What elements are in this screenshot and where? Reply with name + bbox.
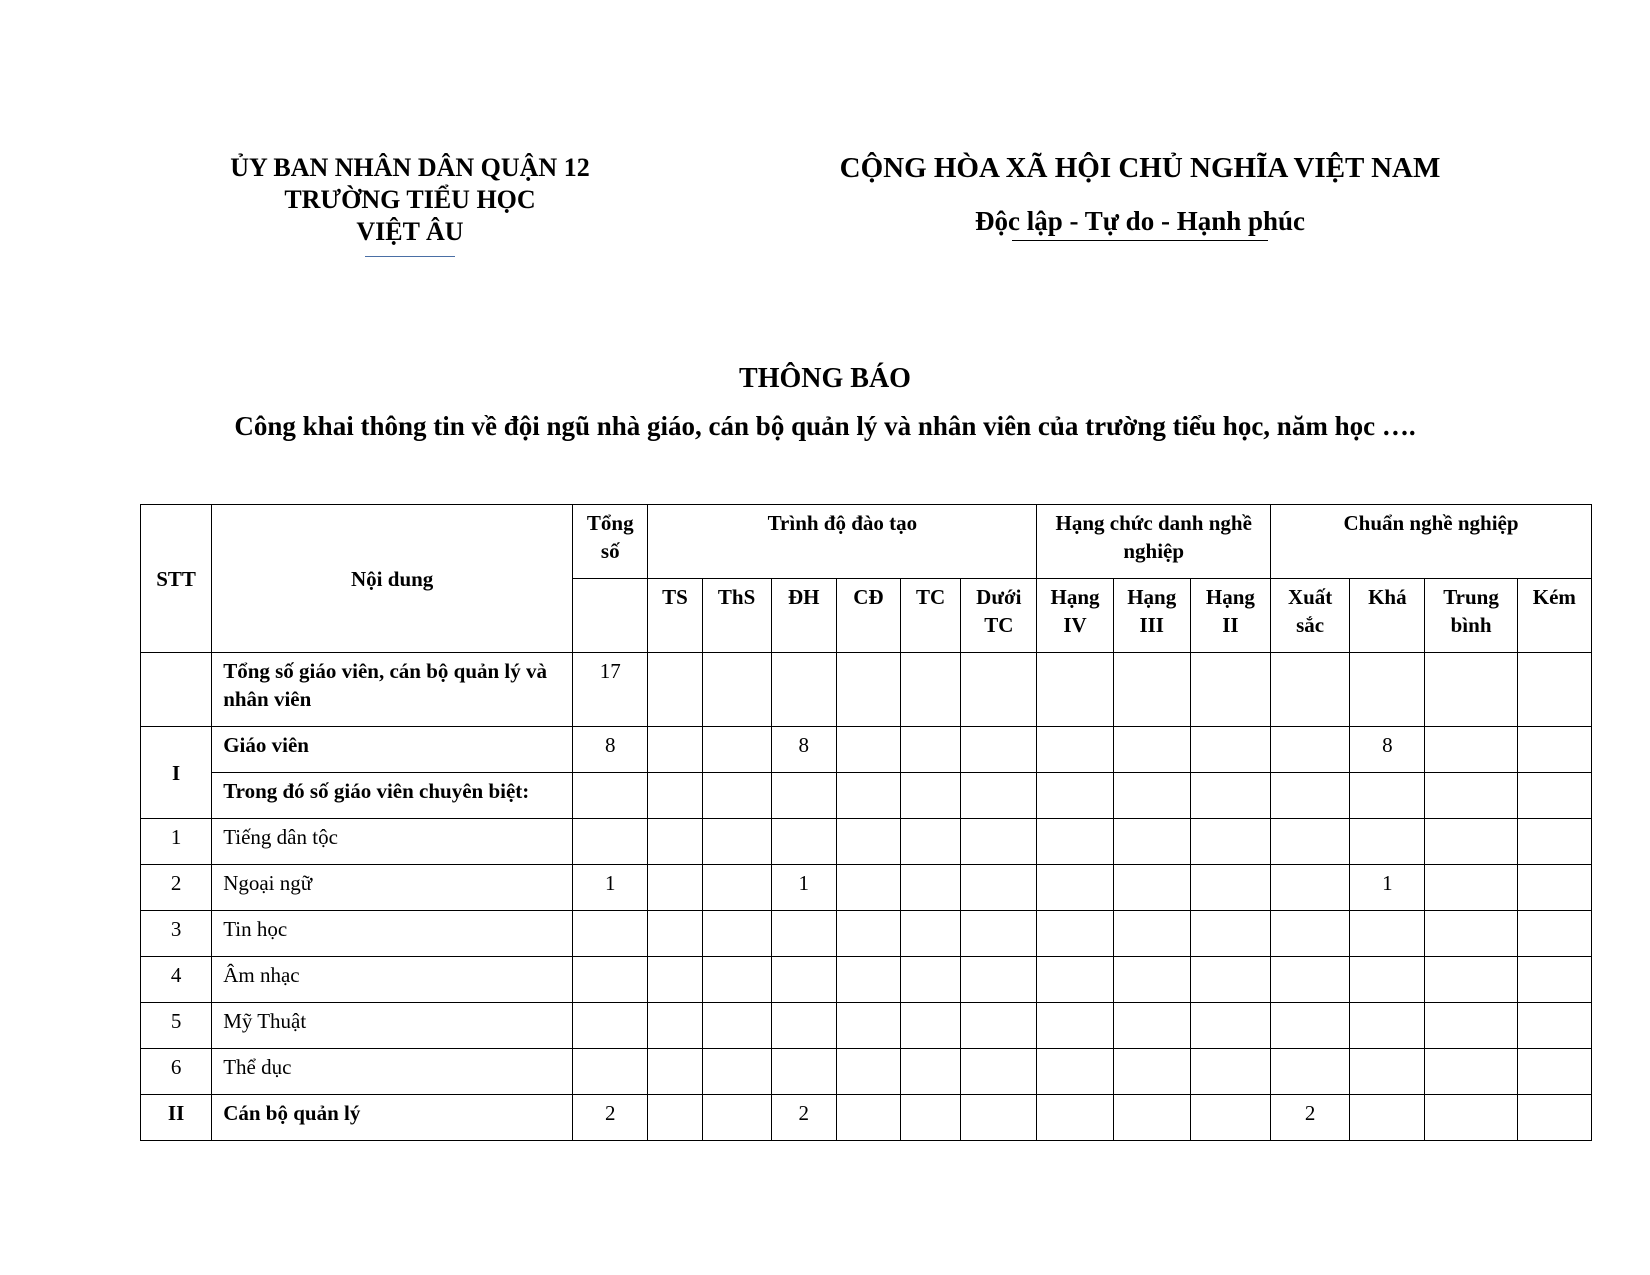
authority-line-2: TRƯỜNG TIỂU HỌC <box>284 185 536 214</box>
data-cell <box>1190 1049 1270 1095</box>
data-cell <box>648 911 702 957</box>
row-stt: 3 <box>141 911 212 957</box>
data-cell <box>702 1003 771 1049</box>
data-cell <box>1271 957 1350 1003</box>
subheader-cell: Xuất sắc <box>1271 579 1350 653</box>
row-content: Giáo viên <box>212 727 573 773</box>
header-stt: STT <box>141 505 212 653</box>
subheader-cell: CĐ <box>836 579 900 653</box>
data-cell <box>702 865 771 911</box>
table-row <box>141 1095 1592 1141</box>
header-hang-chuc-danh: Hạng chức danh nghề nghiệp <box>1037 505 1271 579</box>
table-row <box>141 773 1592 819</box>
data-cell <box>1190 911 1270 957</box>
data-cell <box>1425 957 1517 1003</box>
subheader-cell: ThS <box>702 579 771 653</box>
data-cell <box>771 957 836 1003</box>
data-cell <box>1350 653 1425 727</box>
data-cell <box>901 653 961 727</box>
data-cell <box>648 1003 702 1049</box>
data-cell <box>961 1095 1037 1141</box>
data-cell <box>1113 727 1190 773</box>
data-cell <box>901 911 961 957</box>
data-cell <box>1190 1095 1270 1141</box>
data-cell <box>648 1095 702 1141</box>
data-cell <box>1350 1049 1425 1095</box>
data-cell <box>1037 727 1113 773</box>
data-cell <box>702 957 771 1003</box>
data-cell <box>702 773 771 819</box>
table-row <box>141 819 1592 865</box>
header-trinh-do: Trình độ đào tạo <box>648 505 1037 579</box>
row-content: Ngoại ngữ <box>212 865 573 911</box>
data-cell <box>1517 1003 1591 1049</box>
data-cell <box>1113 1049 1190 1095</box>
data-cell <box>1190 865 1270 911</box>
row-stt: 6 <box>141 1049 212 1095</box>
row-content: Thể dục <box>212 1049 573 1095</box>
data-cell <box>1517 865 1591 911</box>
row-content: Tổng số giáo viên, cán bộ quản lý và nhân viên <box>212 653 573 727</box>
document-title: THÔNG BÁO <box>739 363 911 394</box>
data-cell <box>1037 819 1113 865</box>
data-cell <box>1425 1095 1517 1141</box>
row-content: Trong đó số giáo viên chuyên biệt: <box>212 773 573 819</box>
data-cell <box>702 653 771 727</box>
data-cell <box>901 727 961 773</box>
header-chuan-nghe-nghiep: Chuẩn nghề nghiệp <box>1271 505 1592 579</box>
data-cell <box>1271 653 1350 727</box>
data-cell <box>702 1049 771 1095</box>
data-cell <box>771 773 836 819</box>
data-cell <box>648 727 702 773</box>
row-stt: 5 <box>141 1003 212 1049</box>
table-row <box>141 727 1592 773</box>
data-cell <box>961 911 1037 957</box>
data-cell <box>1113 865 1190 911</box>
issuing-authority-header <box>205 152 615 257</box>
data-cell <box>1113 773 1190 819</box>
data-cell <box>1350 957 1425 1003</box>
data-cell: 8 <box>1350 727 1425 773</box>
motto: Độc lập - Tự do - Hạnh phúc <box>974 206 1306 236</box>
data-cell <box>901 819 961 865</box>
data-cell <box>1271 911 1350 957</box>
data-cell <box>1425 1003 1517 1049</box>
data-cell <box>1190 957 1270 1003</box>
data-cell <box>901 1003 961 1049</box>
subheader-cell: Trung bình <box>1425 579 1517 653</box>
data-cell <box>1190 653 1270 727</box>
row-stt: 1 <box>141 819 212 865</box>
data-cell <box>1190 819 1270 865</box>
data-cell <box>1271 773 1350 819</box>
data-cell <box>1271 865 1350 911</box>
data-cell <box>771 1049 836 1095</box>
data-cell <box>1425 1049 1517 1095</box>
data-cell <box>1037 911 1113 957</box>
data-cell <box>1271 1049 1350 1095</box>
data-cell <box>573 1049 648 1095</box>
subheader-cell: Dưới TC <box>961 579 1037 653</box>
row-stt: 4 <box>141 957 212 1003</box>
data-cell <box>648 653 702 727</box>
data-cell <box>573 911 648 957</box>
subheader-cell: Kém <box>1517 579 1591 653</box>
data-cell <box>1425 819 1517 865</box>
table-header-row-1 <box>141 505 1592 579</box>
row-stt <box>141 653 212 727</box>
table-row <box>141 865 1592 911</box>
subheader-cell: TC <box>901 579 961 653</box>
data-cell <box>961 1003 1037 1049</box>
data-cell <box>901 773 961 819</box>
data-cell: 8 <box>771 727 836 773</box>
data-cell <box>1350 911 1425 957</box>
data-cell <box>961 957 1037 1003</box>
data-cell <box>1517 957 1591 1003</box>
data-cell <box>1113 957 1190 1003</box>
table-row <box>141 1049 1592 1095</box>
data-cell <box>1113 653 1190 727</box>
data-cell <box>1037 865 1113 911</box>
motto-underline <box>1012 240 1268 241</box>
data-cell <box>961 1049 1037 1095</box>
data-cell <box>702 1095 771 1141</box>
table-row <box>141 911 1592 957</box>
data-cell <box>836 653 900 727</box>
authority-underline <box>365 256 455 257</box>
data-cell <box>836 1003 900 1049</box>
data-cell <box>1517 1049 1591 1095</box>
row-stt: 2 <box>141 865 212 911</box>
data-cell <box>901 957 961 1003</box>
data-cell <box>573 957 648 1003</box>
data-cell: 1 <box>771 865 836 911</box>
data-cell: 17 <box>573 653 648 727</box>
data-cell <box>961 653 1037 727</box>
data-cell <box>648 865 702 911</box>
document-subtitle: Công khai thông tin về đội ngũ nhà giáo, cán bộ quản lý và nhân viên của trường tiểu học, năm học …. <box>234 411 1416 441</box>
data-cell: 2 <box>573 1095 648 1141</box>
table-row <box>141 653 1592 727</box>
data-cell <box>1350 1095 1425 1141</box>
data-cell <box>1271 727 1350 773</box>
header-noi-dung: Nội dung <box>212 505 573 653</box>
subheader-cell: Hạng IV <box>1037 579 1113 653</box>
data-cell <box>771 653 836 727</box>
authority-line-1: ỦY BAN NHÂN DÂN QUẬN 12 <box>230 153 590 182</box>
data-cell <box>1037 1095 1113 1141</box>
row-content: Tin học <box>212 911 573 957</box>
subheader-cell: ĐH <box>771 579 836 653</box>
data-cell <box>1037 957 1113 1003</box>
data-cell <box>1113 1095 1190 1141</box>
data-cell <box>901 1049 961 1095</box>
data-cell <box>573 773 648 819</box>
data-cell: 2 <box>771 1095 836 1141</box>
data-cell <box>1271 1003 1350 1049</box>
data-cell <box>1037 1003 1113 1049</box>
data-cell <box>702 727 771 773</box>
data-cell <box>836 865 900 911</box>
row-content: Tiếng dân tộc <box>212 819 573 865</box>
data-cell <box>961 865 1037 911</box>
staff-table <box>140 504 1592 1141</box>
header-tong-so: Tổng số <box>573 505 648 579</box>
data-cell <box>702 911 771 957</box>
data-cell: 8 <box>573 727 648 773</box>
data-cell <box>702 819 771 865</box>
data-cell <box>836 1049 900 1095</box>
data-cell <box>1037 773 1113 819</box>
data-cell <box>1517 819 1591 865</box>
data-cell <box>1517 773 1591 819</box>
data-cell <box>1113 819 1190 865</box>
data-cell <box>961 819 1037 865</box>
data-cell <box>901 865 961 911</box>
data-cell <box>836 957 900 1003</box>
data-cell <box>836 773 900 819</box>
data-cell: 1 <box>573 865 648 911</box>
data-cell <box>1517 911 1591 957</box>
row-content: Cán bộ quản lý <box>212 1095 573 1141</box>
authority-line-3: VIỆT ÂU <box>356 217 464 246</box>
data-cell <box>648 957 702 1003</box>
data-cell <box>771 911 836 957</box>
data-cell <box>1425 865 1517 911</box>
data-cell <box>1190 1003 1270 1049</box>
data-cell <box>1113 911 1190 957</box>
data-cell <box>1350 773 1425 819</box>
data-cell <box>648 819 702 865</box>
country-name: CỘNG HÒA XÃ HỘI CHỦ NGHĨA VIỆT NAM <box>839 152 1441 184</box>
data-cell <box>836 819 900 865</box>
data-cell <box>961 727 1037 773</box>
data-cell <box>1271 819 1350 865</box>
data-cell <box>1517 653 1591 727</box>
data-cell <box>1113 1003 1190 1049</box>
row-stt: II <box>141 1095 212 1141</box>
data-cell <box>961 773 1037 819</box>
data-cell <box>1350 819 1425 865</box>
row-content: Âm nhạc <box>212 957 573 1003</box>
data-cell <box>901 1095 961 1141</box>
data-cell <box>573 1003 648 1049</box>
data-cell <box>836 911 900 957</box>
header-tong-so-blank <box>573 579 648 653</box>
national-motto-header <box>790 150 1490 241</box>
data-cell <box>648 1049 702 1095</box>
data-cell <box>1037 1049 1113 1095</box>
data-cell <box>1190 727 1270 773</box>
data-cell <box>648 773 702 819</box>
data-cell <box>1425 911 1517 957</box>
subheader-cell: Khá <box>1350 579 1425 653</box>
data-cell <box>771 1003 836 1049</box>
table-row <box>141 957 1592 1003</box>
row-stt: I <box>141 727 212 819</box>
data-cell <box>771 819 836 865</box>
data-cell <box>1517 727 1591 773</box>
data-cell <box>836 1095 900 1141</box>
row-content: Mỹ Thuật <box>212 1003 573 1049</box>
data-cell <box>1425 727 1517 773</box>
data-cell <box>1190 773 1270 819</box>
data-cell <box>573 819 648 865</box>
data-cell <box>1517 1095 1591 1141</box>
data-cell: 1 <box>1350 865 1425 911</box>
data-cell: 2 <box>1271 1095 1350 1141</box>
data-cell <box>1037 653 1113 727</box>
data-cell <box>1350 1003 1425 1049</box>
data-cell <box>836 727 900 773</box>
subheader-cell: TS <box>648 579 702 653</box>
table-row <box>141 1003 1592 1049</box>
subheader-cell: Hạng II <box>1190 579 1270 653</box>
subheader-cell: Hạng III <box>1113 579 1190 653</box>
data-cell <box>1425 653 1517 727</box>
data-cell <box>1425 773 1517 819</box>
